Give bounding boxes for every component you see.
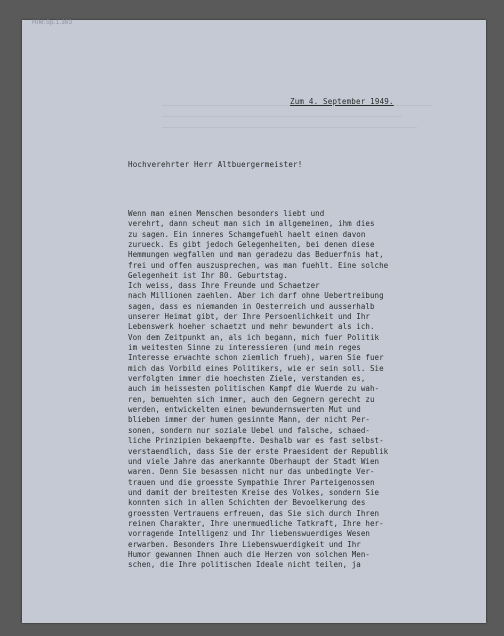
text-line: erwarben. Besonders Ihre Liebenswuerdigkeit und Ihr (128, 539, 361, 549)
letter-salutation: Hochverehrter Herr Altbuergermeister! (128, 160, 303, 169)
text-line: Humor gewannen Ihnen auch die Herzen von solchen Men- (128, 549, 370, 559)
text-line: verfolgten immer die hoechsten Ziele, verstanden es, (128, 374, 366, 384)
text-line: sonen, sondern nur soziale Uebel und falsche, schaed- (128, 425, 370, 435)
text-line: schen, die Ihre politischen Ideale nicht teilen, ja (128, 560, 361, 570)
text-line: sagen, dass es niemanden in Oesterreich und ausserhalb (128, 301, 375, 311)
archive-mark: HIM.Sp.1.363 (32, 20, 73, 26)
show-through-mark (162, 127, 417, 128)
text-line: ren, bemuehten sich immer, auch den Gegnern gerecht zu (128, 394, 375, 404)
text-line: Gelegenheit ist Ihr 80. Geburtstag. (128, 271, 288, 281)
text-line: zurueck. Es gibt jedoch Gelegenheiten, bei denen diese (128, 240, 375, 250)
text-line: Ich weiss, dass Ihre Freunde und Schaetzer (128, 281, 320, 290)
text-line: frei und offen auszusprechen, was man fuehlt. Eine solche (128, 260, 389, 270)
text-line: konnten sich in allen Schichten der Bevoelkerung des (128, 498, 366, 508)
text-line: mich das Vorbild eines Politikers, wie er sein soll. Sie (128, 363, 384, 373)
text-line: liche Prinzipien bekaempfte. Deshalb war es fast selbst- (128, 436, 384, 446)
text-line: auch im heissesten politischen Kampf die Wuerde zu wah- (128, 384, 380, 394)
letter-page (22, 20, 486, 623)
letter-date: Zum 4. September 1949. (290, 97, 394, 106)
text-line: zu sagen. Ein inneres Schamgefuehl haelt einen davon (128, 229, 366, 239)
text-line: vorragende Intelligenz und Ihr liebenswuerdiges Wesen (128, 529, 370, 539)
text-line: Von dem Zeitpunkt an, als ich begann, mich fuer Politik (128, 332, 380, 342)
text-line: nach Millionen zaehlen. Aber ich darf ohne Uebertreibung (128, 291, 384, 301)
show-through-mark (162, 116, 402, 117)
paragraph-2 (128, 281, 468, 571)
text-line: werden, entwickelten einen bewundernswerten Mut und (128, 405, 361, 415)
text-line: im weitesten Sinne zu interessieren (und mein reges (128, 343, 361, 353)
text-line: Lebenswerk hoeher schaetzt und mehr bewundert als ich. (128, 322, 375, 332)
text-line: blieben immer der humen gesinnte Mann, der nicht Per- (128, 415, 370, 425)
text-line: und viele Jahre das anerkannte Oberhaupt der Stadt Wien (128, 456, 380, 466)
text-line: verehrt, dann scheut man sich im allgemeinen, ihm dies (128, 219, 375, 229)
text-line: trauen und die groesste Sympathie Ihrer Parteigenossen (128, 477, 375, 487)
text-line: und damit der breitesten Kreise des Volkes, sondern Sie (128, 487, 380, 497)
text-line: verstaendlich, dass Sie der erste Praesident der Republik (128, 446, 389, 456)
text-line: Interesse erwachte schon ziemlich frueh), waren Sie fuer (128, 353, 384, 363)
paragraph-1 (128, 209, 468, 281)
text-line: waren. Denn Sie besassen nicht nur das unbedingte Ver- (128, 467, 375, 477)
text-line: Wenn man einen Menschen besonders liebt und (128, 209, 325, 218)
text-line: reinen Charakter, Ihre unermuedliche Tatkraft, Ihre her- (128, 518, 384, 528)
text-line: Hemmungen wegfallen und man geradezu das Beduerfnis hat, (128, 250, 384, 260)
text-line: groessten Vertrauens erfreuen, das Sie sich durch Ihren (128, 508, 380, 518)
text-line: unserer Heimat gibt, der Ihre Persoenlichkeit und Ihr (128, 312, 370, 322)
